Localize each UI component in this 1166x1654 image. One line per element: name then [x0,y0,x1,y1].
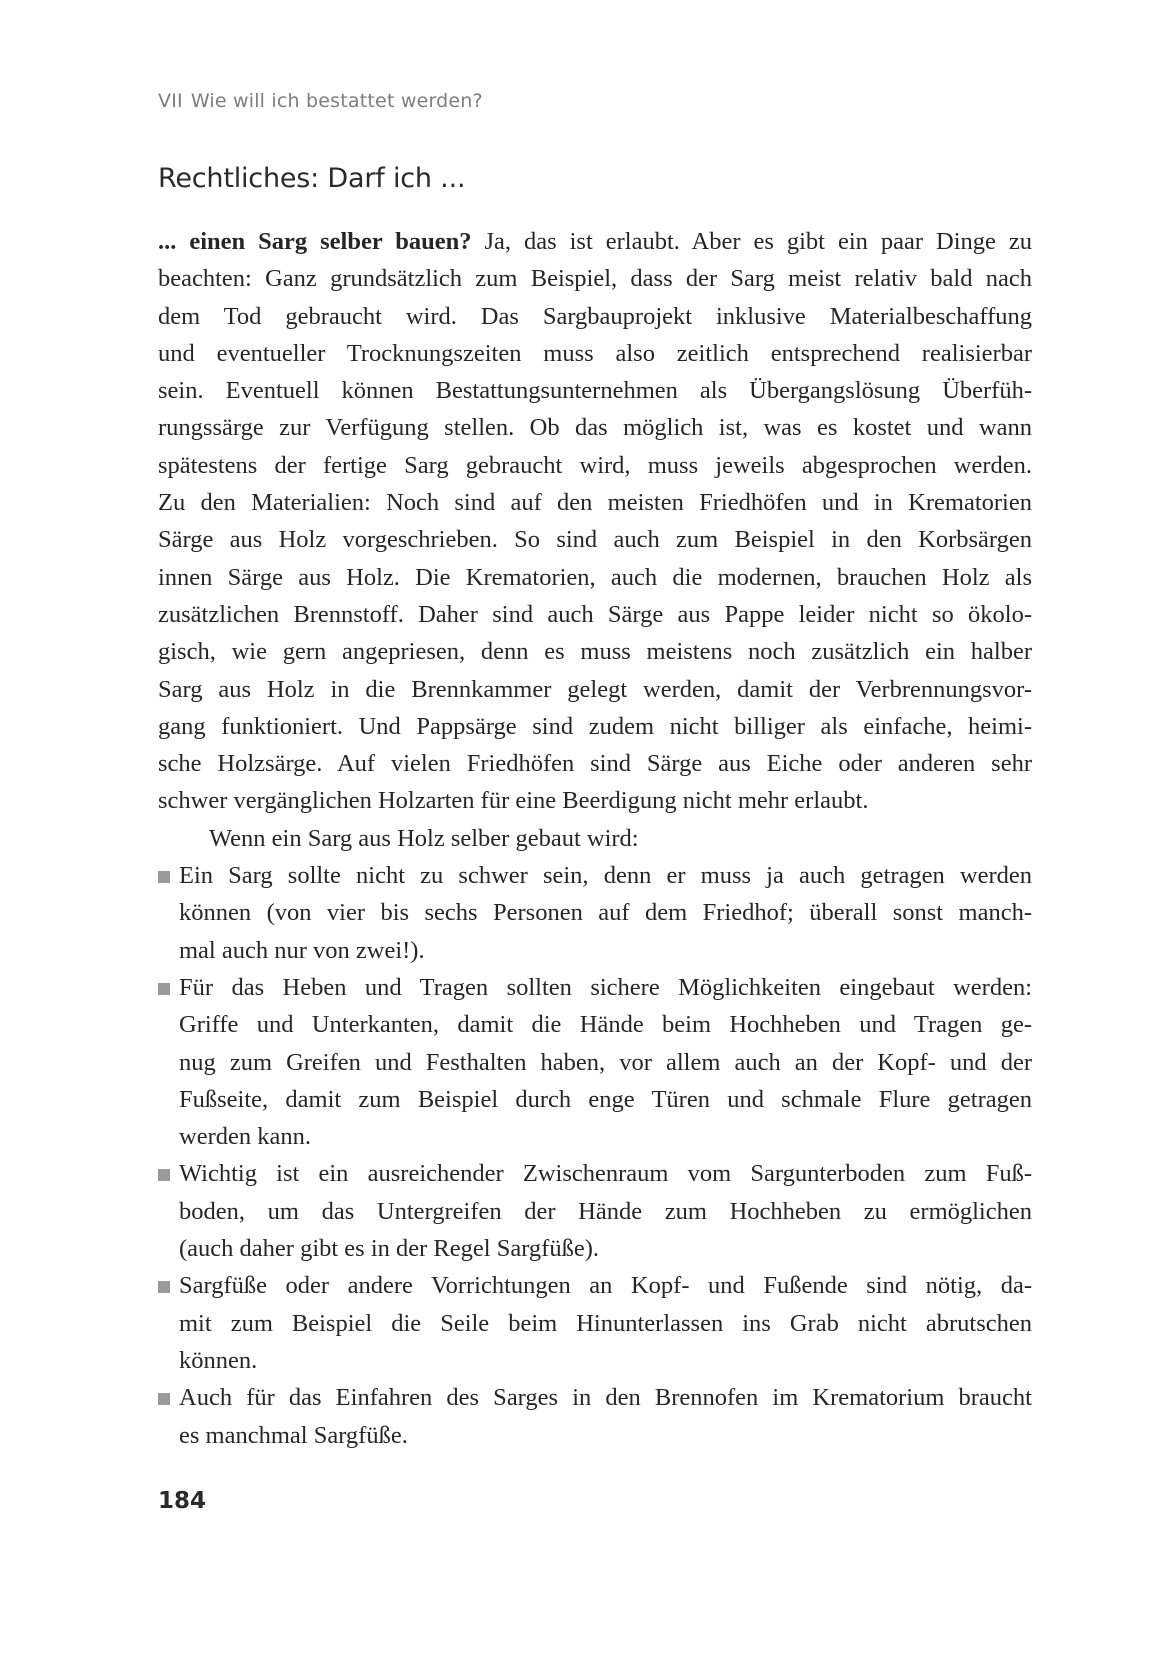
text-line: Sargfüße oder andere Vorrichtungen an Kopf- und Fußende sind nötig, da- [179,1272,1032,1300]
text-line: können. [179,1346,258,1374]
chapter-title: Wie will ich bestattet werden? [190,90,483,112]
list-item [158,857,1032,969]
text-line [158,223,1032,260]
text-line: und eventueller Trocknungszeiten muss also zeitlich entsprechend realisierbar [158,339,1032,367]
text-line: Fußseite, damit zum Beispiel durch enge Türen und schmale Flure getragen [179,1085,1032,1113]
text-line: Griffe und Unterkanten, damit die Hände beim Hochheben und Tragen ge- [179,1011,1032,1039]
body-text [158,223,1032,1454]
text-line: werden kann. [179,1123,311,1151]
text-line: mal auch nur von zwei!). [179,936,425,964]
text-line: Sarg aus Holz in die Brennkammer gelegt werden, damit der Verbrennungsvor- [158,675,1032,703]
requirements-list [158,857,1032,1454]
text-line: Für das Heben und Tragen sollten sichere Möglichkeiten eingebaut werden: [179,973,1032,1001]
lead-question: ... einen Sarg selber bauen? [158,228,472,255]
text-line: Auch für das Einfahren des Sarges in den Brennofen im Krematorium braucht [179,1384,1032,1412]
text-line: boden, um das Untergreifen der Hände zum Hochheben zu ermöglichen [179,1197,1032,1225]
paragraph-coffin-building [158,223,1032,820]
running-head [158,90,483,112]
section-heading: Rechtliches: Darf ich ... [158,163,466,194]
text-line: mit zum Beispiel die Seile beim Hinunterlassen ins Grab nicht abrutschen [179,1309,1032,1337]
text-line: gisch, wie gern angepriesen, denn es muss meistens noch zusätzlich ein halber [158,638,1032,666]
list-item [158,969,1032,1155]
text-line: Wichtig ist ein ausreichender Zwischenraum vom Sargunterboden zum Fuß- [179,1160,1032,1188]
square-bullet-icon [158,983,170,995]
list-item [158,1267,1032,1379]
paragraph-intro-list [158,820,1032,857]
text-line: spätestens der fertige Sarg gebraucht wird, muss jeweils abgesprochen werden. [158,451,1032,479]
text-line: Wenn ein Sarg aus Holz selber gebaut wird: [209,824,639,852]
text-line: rungssärge zur Verfügung stellen. Ob das möglich ist, was es kostet und wann [158,414,1032,442]
text-line: Särge aus Holz vorgeschrieben. So sind auch zum Beispiel in den Korbsärgen [158,526,1032,554]
square-bullet-icon [158,871,170,883]
square-bullet-icon [158,1169,170,1181]
square-bullet-icon [158,1393,170,1405]
text-line: Ein Sarg sollte nicht zu schwer sein, denn er muss ja auch getragen werden [179,862,1032,890]
text-line: gang funktioniert. Und Pappsärge sind zudem nicht billiger als einfache, heimi- [158,712,1032,740]
text-line: Zu den Materialien: Noch sind auf den meisten Friedhöfen und in Krematorien [158,489,1032,517]
text-line: können (von vier bis sechs Personen auf dem Friedhof; überall sonst manch- [179,899,1032,927]
text-line: innen Särge aus Holz. Die Krematorien, auch die modernen, brauchen Holz als [158,563,1032,591]
text-line: beachten: Ganz grundsätzlich zum Beispiel, dass der Sarg meist relativ bald nach [158,265,1032,293]
text-line-content: Ja, das ist erlaubt. Aber es gibt ein paar Dinge zu [471,228,1032,255]
text-line: sche Holzsärge. Auf vielen Friedhöfen sind Särge aus Eiche oder anderen sehr [158,750,1032,778]
list-item [158,1155,1032,1267]
text-line: es manchmal Sargfüße. [179,1421,408,1449]
text-line: nug zum Greifen und Festhalten haben, vor allem auch an der Kopf- und der [179,1048,1032,1076]
text-line: (auch daher gibt es in der Regel Sargfüße). [179,1235,599,1263]
list-item [158,1379,1032,1454]
chapter-number: VII [158,90,183,112]
text-line: zusätzlichen Brennstoff. Daher sind auch Särge aus Pappe leider nicht so ökolo- [158,600,1032,628]
text-line: dem Tod gebraucht wird. Das Sargbauprojekt inklusive Materialbeschaffung [158,302,1032,330]
page-number: 184 [158,1488,207,1514]
text-line: sein. Eventuell können Bestattungsunternehmen als Übergangslösung Überfüh- [158,377,1032,405]
text-line: schwer vergänglichen Holzarten für eine Beerdigung nicht mehr erlaubt. [158,787,869,815]
square-bullet-icon [158,1281,170,1293]
